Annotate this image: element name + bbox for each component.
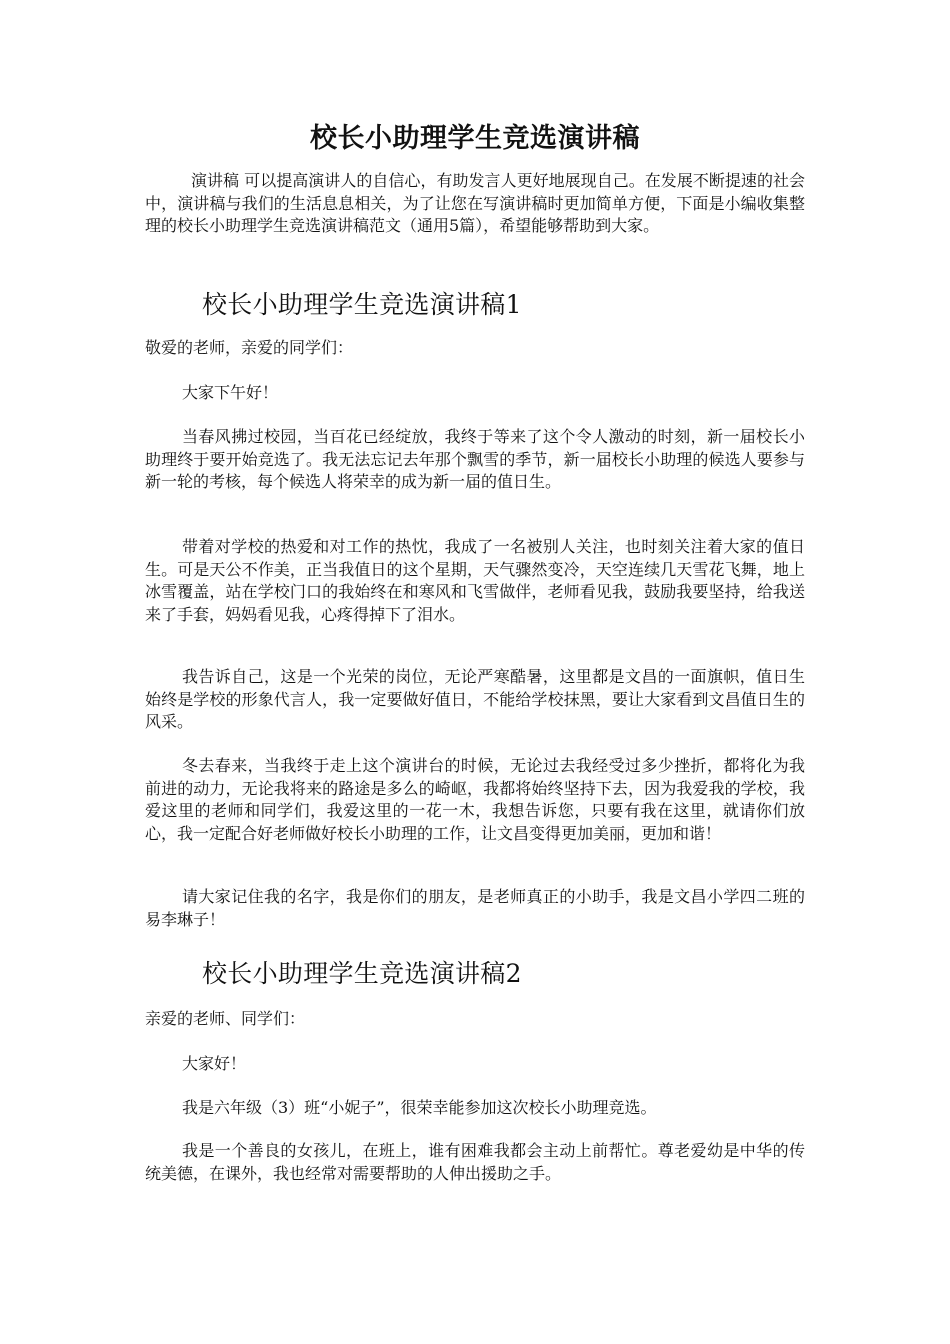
section-1-greeting: 大家下午好！ [182,383,279,402]
section-2-title: 校长小助理学生竞选演讲稿2 [202,959,522,988]
section-1-salutation: 敬爱的老师，亲爱的同学们： [145,338,354,357]
section-1-paragraph: 冬去春来，当我终于走上这个演讲台的时候，无论过去我经受过多少挫折，都将化为我前进的动力，无论我将来的路途是多么的崎岖，我都将始终坚持下去，因为我爱我的学校，我爱这里的老师和同学们，我爱这里的一花一木，我想告诉您，只要有我在这里，就请你们放心，我一定配合好老师做好校长小助理的工作，让文昌变得更加美丽，更加和谐！ [145,756,805,843]
document-title: 校长小助理学生竞选演讲稿 [310,123,640,154]
section-2-paragraph: 我是一个善良的女孩儿，在班上，谁有困难我都会主动上前帮忙。尊老爱幼是中华的传统美德，在课外，我也经常对需要帮助的人伸出援助之手。 [145,1141,805,1183]
section-1-paragraph: 我告诉自己，这是一个光荣的岗位，无论严寒酷暑，这里都是文昌的一面旗帜，值日生始终是学校的形象代言人，我一定要做好值日，不能给学校抹黑，要让大家看到文昌值日生的风采。 [145,667,805,731]
section-2-greeting: 大家好！ [182,1054,247,1073]
section-1-closing: 请大家记住我的名字，我是你们的朋友，是老师真正的小助手，我是文昌小学四二班的易李琳子！ [145,887,805,929]
section-1-paragraph: 带着对学校的热爱和对工作的热忱，我成了一名被别人关注，也时刻关注着大家的值日生。可是天公不作美，正当我值日的这个星期，天气骤然变冷，天空连续几天雪花飞舞，地上冰雪覆盖，站在学校门口的我始终在和寒风和飞雪做伴，老师看见我，鼓励我要坚持，给我送来了手套，妈妈看见我，心疼得掉下了泪水。 [145,537,805,624]
intro-paragraph: 演讲稿 可以提高演讲人的自信心，有助发言人更好地展现自己。在发展不断提速的社会中，演讲稿与我们的生活息息相关，为了让您在写演讲稿时更加简单方便，下面是小编收集整理的校长小助理学生竞选演讲稿范文（通用5篇），希望能够帮助到大家。 [145,171,805,235]
section-1-paragraph: 当春风拂过校园，当百花已经绽放，我终于等来了这个令人激动的时刻，新一届校长小助理终于要开始竞选了。我无法忘记去年那个飘雪的季节，新一届校长小助理的候选人要参与新一轮的考核，每个候选人将荣幸的成为新一届的值日生。 [145,427,805,491]
section-2-salutation: 亲爱的老师、同学们： [145,1009,306,1028]
section-1-title: 校长小助理学生竞选演讲稿1 [202,290,522,319]
section-2-paragraph: 我是六年级（3）班“小妮子”，很荣幸能参加这次校长小助理竞选。 [182,1098,657,1117]
